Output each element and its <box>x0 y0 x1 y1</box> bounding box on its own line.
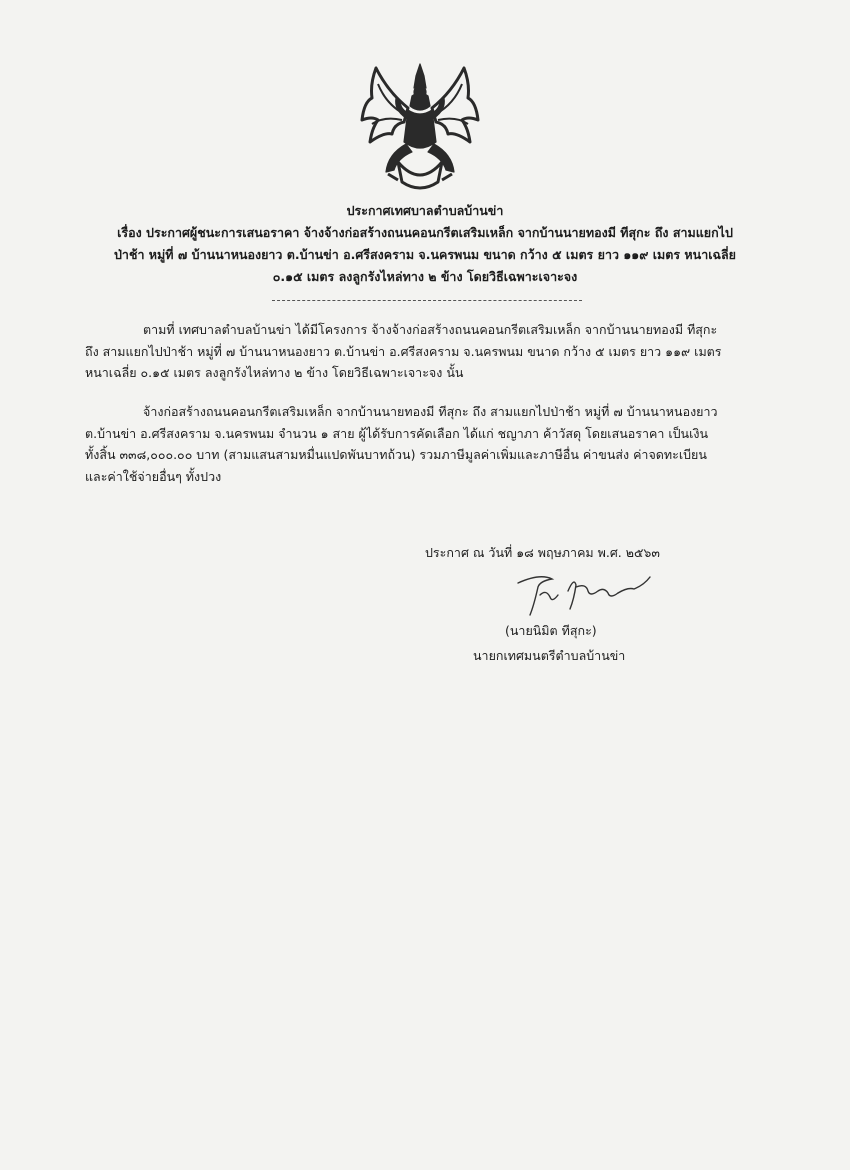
paragraph1-line-3: หนาเฉลี่ย ๐.๑๕ เมตร ลงลูกรังไหล่ทาง ๒ ข้าง โดยวิธีเฉพาะเจาะจง นั้น <box>85 365 464 380</box>
paragraph1-line-2: ถึง สามแยกไปป่าช้า หมู่ที่ ๗ บ้านนาหนองยาว ต.บ้านข่า อ.ศรีสงคราม จ.นครพนม ขนาด กว้าง ๕ เมตร ยาว ๑๑๙ เมตร <box>85 344 722 359</box>
paragraph2-line-4: และค่าใช้จ่ายอื่นๆ ทั้งปวง <box>85 469 222 484</box>
subject-line-2: ป่าช้า หมู่ที่ ๗ บ้านนาหนองยาว ต.บ้านข่า อ.ศรีสงคราม จ.นครพนม ขนาด กว้าง ๕ เมตร ยาว ๑๑๙ เมตร หนาเฉลี่ย <box>114 247 736 262</box>
signer-position: นายกเทศมนตรีตำบลบ้านข่า <box>473 648 626 663</box>
subject-line-1: เรื่อง ประกาศผู้ชนะการเสนอราคา จ้างจ้างก่อสร้างถนนคอนกรีตเสริมเหล็ก จากบ้านนายทองมี ทีสุกะ ถึง สามแยกไป <box>117 225 733 240</box>
signer-name: (นายนิมิต ทีสุกะ) <box>505 623 597 638</box>
divider-line <box>272 300 582 301</box>
paragraph2-line-3: ทั้งสิ้น ๓๓๘,๐๐๐.๐๐ บาท (สามแสนสามหมื่นแปดพันบาทถ้วน) รวมภาษีมูลค่าเพิ่มและภาษีอื่น ค่าขนส่ง ค่าจดทะเบียน <box>85 447 707 462</box>
garuda-emblem-icon <box>358 62 482 194</box>
subject-line-3: ๐.๑๕ เมตร ลงลูกรังไหล่ทาง ๒ ข้าง โดยวิธีเฉพาะเจาะจง <box>272 269 578 284</box>
announcement-date: ประกาศ ณ วันที่ ๑๘ พฤษภาคม พ.ศ. ๒๕๖๓ <box>425 545 660 560</box>
organization-title: ประกาศเทศบาลตำบลบ้านข่า <box>346 203 504 218</box>
announcement-header <box>40 200 810 288</box>
paragraph2-line-2: ต.บ้านข่า อ.ศรีสงคราม จ.นครพนม จำนวน ๑ สาย ผู้ได้รับการคัดเลือก ได้แก่ ชญาภา ค้าวัสดุ โดยเสนอราคา เป็นเงิน <box>85 426 709 441</box>
paragraph1-line-1: ตามที่ เทศบาลตำบลบ้านข่า ได้มีโครงการ จ้างจ้างก่อสร้างถนนคอนกรีตเสริมเหล็ก จากบ้านนายทองมี ทีสุกะ <box>143 322 718 337</box>
paragraph2-line-1: จ้างก่อสร้างถนนคอนกรีตเสริมเหล็ก จากบ้านนายทองมี ทีสุกะ ถึง สามแยกไปป่าช้า หมู่ที่ ๗ บ้านนาหนองยาว <box>143 404 718 419</box>
handwritten-signature-icon <box>510 565 660 625</box>
